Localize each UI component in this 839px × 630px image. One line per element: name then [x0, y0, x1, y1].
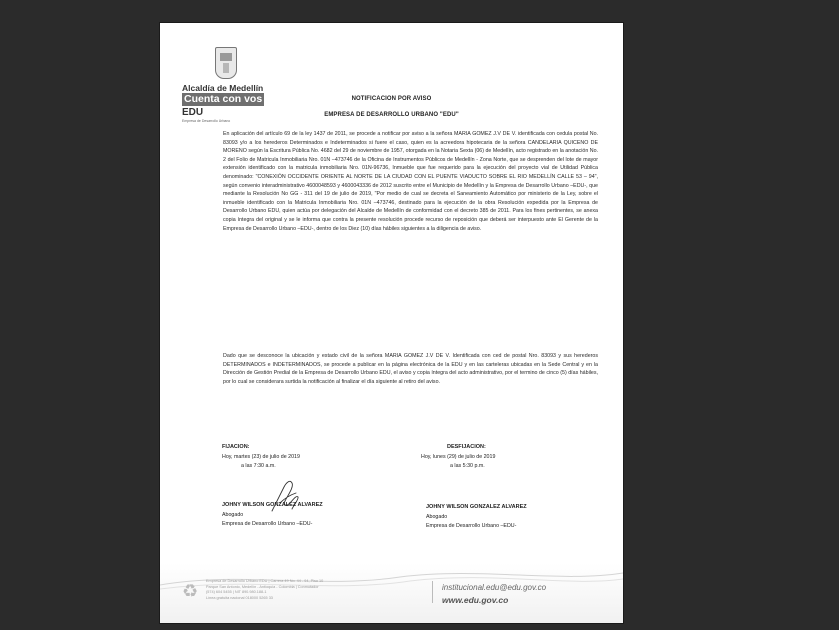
desfijacion-title: DESFIJACION:: [447, 444, 486, 450]
page-footer: [160, 563, 623, 623]
footer-address: [206, 579, 386, 601]
footer-address-line: Línea gratuita nacional 018000 5265 33: [206, 595, 273, 600]
footer-divider: [432, 581, 433, 603]
footer-website-link[interactable]: www.edu.gov.co: [442, 595, 509, 605]
fijacion-time: a las 7:30 a.m.: [241, 463, 276, 469]
fijacion-date: Hoy, martes (23) de julio de 2019: [222, 454, 300, 460]
signer-1-name: JOHNY WILSON GONZALEZ ALVAREZ: [222, 502, 323, 508]
signer-2-name: JOHNY WILSON GONZALEZ ALVAREZ: [426, 504, 527, 510]
fijacion-title: FIJACION:: [222, 444, 250, 450]
logo-edu-text: EDU: [182, 107, 204, 118]
desfijacion-time: a las 5:30 p.m.: [450, 463, 485, 469]
footer-address-line: Empresa de Desarrollo Urbano EDU | Carrera 49 No. 44 - 94, Piso 10: [206, 579, 324, 583]
body-paragraph-2: Dado que se desconoce la ubicación y estado civil de la señora MARIA GOMEZ J.V DE V. Identificada con ced de postal Nro. 83093 y sus herederos DETERMINADOS e INDETERMINADOS, se procede a publicar en la página electrónica de la EDU y en las carteleras ubicadas en la Sede Central y en la Dirección de Gestión Predial de la Empresa de Desarrollo Urbano EDU, el aviso y copia íntegra del acto administrativo, por el termino de cinco (5) días hábiles, por lo cual se considerara surtida la notificación al finalizar el día siguiente al retiro del aviso.: [223, 353, 598, 385]
signer-1-organization: Empresa de Desarrollo Urbano –EDU-: [222, 521, 313, 527]
body-paragraph-1: En aplicación del artículo 69 de la ley 1437 de 2011, se procede a notificar por aviso a la señora MARIA GOMEZ J.V DE V. identificada con cedula postal No. 83093 y/o a los herederos Determinados e Indeterminados si fuere el caso, quien es la acreedora hipotecaria de la señora CANDELARIA QUICENO DE MORENO según la Escritura Pública No. 4682 del 29 de noviembre de 1957, otorgada en la Notaria Sexta (06) de Medellín, acto registrado en la anotación No. 2 del Folio de Matricula Inmobiliaria Nro. 01N –473746 de la Oficina de Instrumentos Públicos de Medellín - Zona Norte, que se desprenden del lote de mayor extensión identificado con la matricula inmobiliaria Nro. 01N-96736, Inmueble que fue requerido para la ejecución del proyecto vial de Utilidad Pública denominado: "CONEXIÓN OCCIDENTE ORIENTE AL NORTE DE LA CIUDAD CON EL PUENTE VIADUCTO SOBRE EL RIO MEDELLÍN CALLE 53 – 94", según convenio interadministrativo 4600048593 y 4600043336 de 2012 suscrito entre el Municipio de Medellín y la Empresa de Desarrollo Urbano –EDU-, que mediante la Resolución No GG - 311 del 19 de julio de 2019, "Por medio de cual se decreta el Saneamiento Automático por ministerio de la Ley, sobre el inmueble identificado con la Matricula Inmobiliaria Nro. 01N –473746, destinado para la ejecución de la obra Resolución expedida por la Empresa de Desarrollo Urbano EDU, quien actúa por delegación del Alcalde de Medellín de conformidad con el decreto 385 de 2011. Para los fines pertinentes, se anexa copia íntegra del original y se le informa que contra la presente resolución procede recurso de reposición que deberá ser interpuesto ante El Gerente de la Empresa de Desarrollo Urbano –EDU-, dentro de los Diez (10) días hábiles siguientes a la diligencia de aviso.: [223, 131, 598, 232]
footer-address-line: (574) 604 5455 | NIT 890.980.188-1: [206, 590, 267, 594]
signer-2-role: Abogado: [426, 514, 448, 520]
coat-of-arms-icon: [215, 47, 237, 79]
signer-1-role: Abogado: [222, 512, 244, 518]
footer-email-link[interactable]: institucional.edu@edu.gov.co: [442, 583, 547, 592]
signer-2-organization: Empresa de Desarrollo Urbano –EDU-: [426, 523, 517, 529]
handwritten-signature: [266, 473, 306, 515]
logo-city-text: Alcaldía de Medellín: [182, 83, 264, 93]
logo-slogan: Cuenta con vos: [184, 93, 263, 105]
desfijacion-date: Hoy, lunes (29) de julio de 2019: [421, 454, 496, 460]
document-subtitle: EMPRESA DE DESARROLLO URBANO "EDU": [324, 112, 459, 118]
document-title: NOTIFICACION POR AVISO: [351, 96, 432, 102]
footer-address-line: Parque San Antonio, Medellín - Antioquia - Colombia | Conmutador: [206, 584, 319, 589]
logo-edu-subtitle: Empresa de Desarrollo Urbano: [182, 119, 231, 123]
recycle-icon: ♻: [182, 581, 199, 601]
document-page: [160, 23, 623, 623]
